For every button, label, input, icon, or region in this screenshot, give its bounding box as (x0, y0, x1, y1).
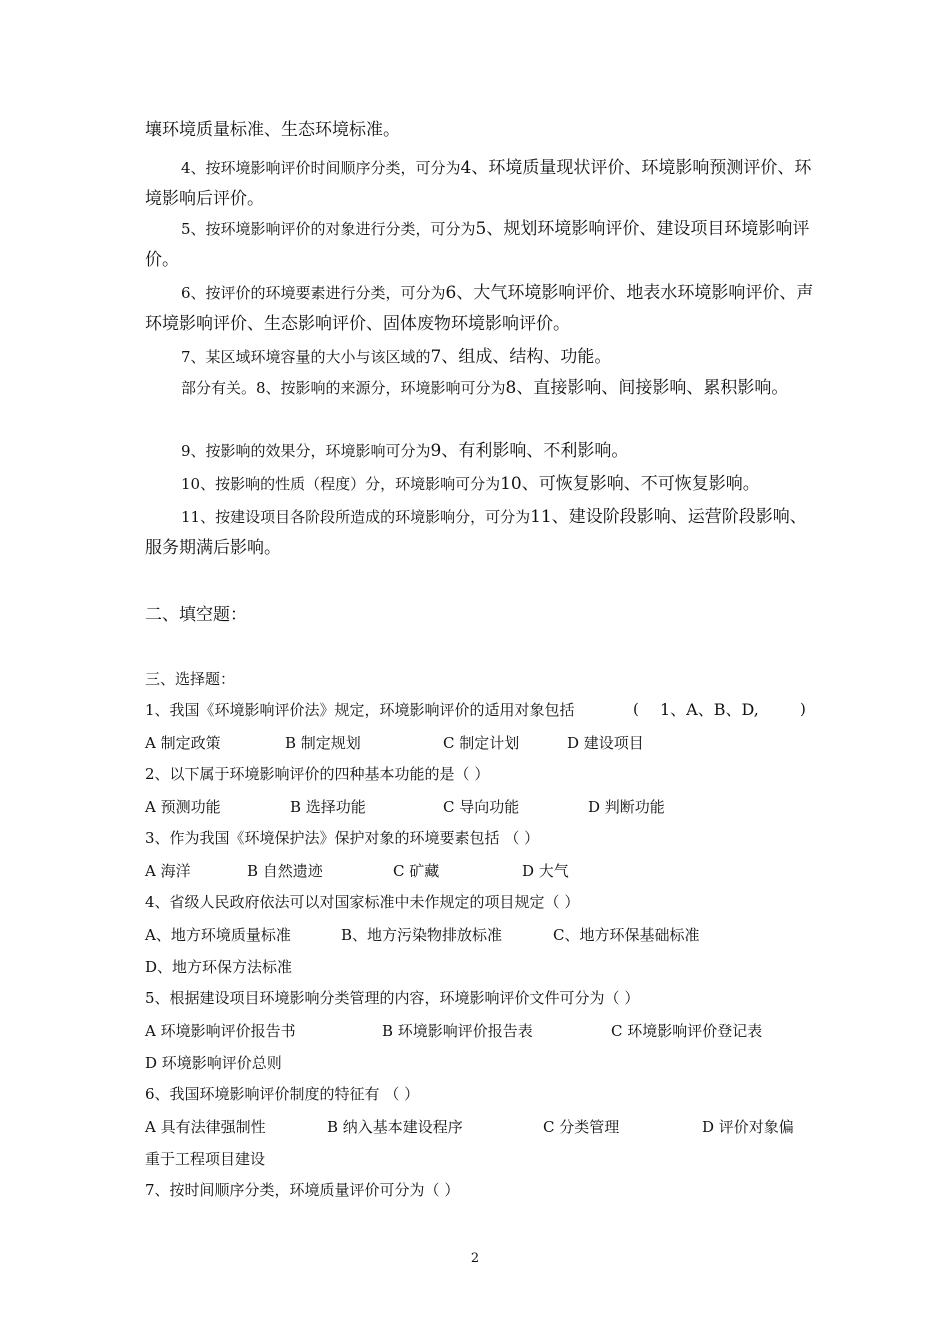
answer-prompt: 11、按建设项目各阶段所造成的环境影响分，可分为 (181, 508, 531, 526)
option-c: C 制定计划 (443, 734, 520, 752)
option-b: B 纳入基本建设程序 (327, 1118, 463, 1136)
option-a: A、地方环境质量标准 (145, 926, 291, 944)
page-number: 2 (470, 1251, 480, 1266)
answer-prompt: 部分有关。8、按影响的来源分，环境影响可分为 (181, 379, 506, 397)
answer-text: 壤环境质量标准、生态环境标准。 (145, 120, 400, 140)
section-heading-fill-blank: 二、填空题： (145, 605, 247, 625)
option-c: C、地方环保基础标准 (553, 926, 700, 944)
option-b: B 环境影响评价报告表 (382, 1022, 533, 1040)
answer-open-paren: ( (633, 700, 639, 718)
answer-paragraph-6 (145, 278, 815, 340)
answer-text: 11、建设阶段影响、运营阶段影响、服务期满后影响。 (145, 507, 807, 558)
option-c: C 矿藏 (393, 862, 440, 880)
option-c: C 环境影响评价登记表 (611, 1022, 763, 1040)
answer-close-paren: ) (800, 700, 806, 718)
option-d: D 大气 (522, 862, 569, 880)
answer-prompt: 9、按影响的效果分，环境影响可分为 (181, 442, 431, 460)
question-7: 7、按时间顺序分类，环境质量评价可分为（ ） (145, 1181, 460, 1199)
answer-prompt: 10、按影响的性质（程度）分，环境影响可分为 (181, 475, 501, 493)
option-d: D 建设项目 (567, 734, 644, 752)
option-d-continuation: 重于工程项目建设 (145, 1150, 266, 1168)
question-4: 4、省级人民政府依法可以对国家标准中未作规定的项目规定（ ） (145, 893, 580, 911)
answer-text: 4、环境质量现状评价、环境影响预测评价、环境影响后评价。 (145, 158, 812, 209)
question-6: 6、我国环境影响评价制度的特征有 （ ） (145, 1085, 420, 1103)
option-a: A 制定政策 (145, 734, 221, 752)
answer-paragraph-5 (145, 214, 815, 276)
question-3: 3、作为我国《环境保护法》保护对象的环境要素包括 （ ） (145, 829, 540, 847)
option-d: D 判断功能 (588, 798, 665, 816)
question-2: 2、以下属于环境影响评价的四种基本功能的是（ ） (145, 765, 490, 783)
option-b: B 制定规划 (285, 734, 361, 752)
answer-text: 9、有利影响、不利影响。 (430, 441, 629, 461)
answer-text: 8、直接影响、间接影响、累积影响。 (505, 378, 789, 398)
option-a: A 具有法律强制性 (145, 1118, 266, 1136)
section-heading-multiple-choice: 三、选择题： (145, 670, 236, 688)
question-text: 1、我国《环境影响评价法》规定，环境影响评价的适用对象包括 (145, 701, 575, 719)
answer-prompt: 7、某区域环境容量的大小与该区域的 (181, 348, 431, 366)
option-b: B 自然遗迹 (247, 862, 323, 880)
answer-text: 7、组成、结构、功能。 (430, 347, 612, 367)
answer-paragraph-continuation (145, 115, 815, 146)
option-a: A 预测功能 (145, 798, 221, 816)
option-d: D、地方环保方法标准 (145, 958, 293, 976)
option-b: B、地方污染物排放标准 (341, 926, 503, 944)
handwritten-answer: 1、A、B、D, (660, 700, 759, 719)
answer-paragraph-8 (145, 373, 815, 404)
answer-prompt: 4、按环境影响评价时间顺序分类，可分为 (181, 159, 461, 177)
option-b: B 选择功能 (290, 798, 366, 816)
answer-text: 5、规划环境影响评价、建设项目环境影响评价。 (145, 219, 810, 270)
answer-prompt: 5、按环境影响评价的对象进行分类，可分为 (181, 220, 476, 238)
answer-paragraph-9 (145, 436, 815, 467)
option-d: D 评价对象偏 (702, 1118, 794, 1136)
option-a: A 海洋 (145, 862, 191, 880)
question-5: 5、根据建设项目环境影响分类管理的内容，环境影响评价文件可分为（ ） (145, 989, 640, 1007)
answer-paragraph-7 (145, 342, 815, 373)
answer-paragraph-11 (145, 502, 815, 564)
answer-prompt: 6、按评价的环境要素进行分类，可分为 (181, 284, 446, 302)
option-d: D 环境影响评价总则 (145, 1054, 282, 1072)
option-a: A 环境影响评价报告书 (145, 1022, 296, 1040)
option-c: C 导向功能 (443, 798, 520, 816)
answer-text: 10、可恢复影响、不可恢复影响。 (500, 474, 760, 494)
option-c: C 分类管理 (543, 1118, 620, 1136)
answer-paragraph-4 (145, 153, 815, 215)
answer-paragraph-10 (145, 469, 815, 500)
answer-text: 6、大气环境影响评价、地表水环境影响评价、声环境影响评价、生态影响评价、固体废物环境影响评价。 (145, 283, 814, 334)
